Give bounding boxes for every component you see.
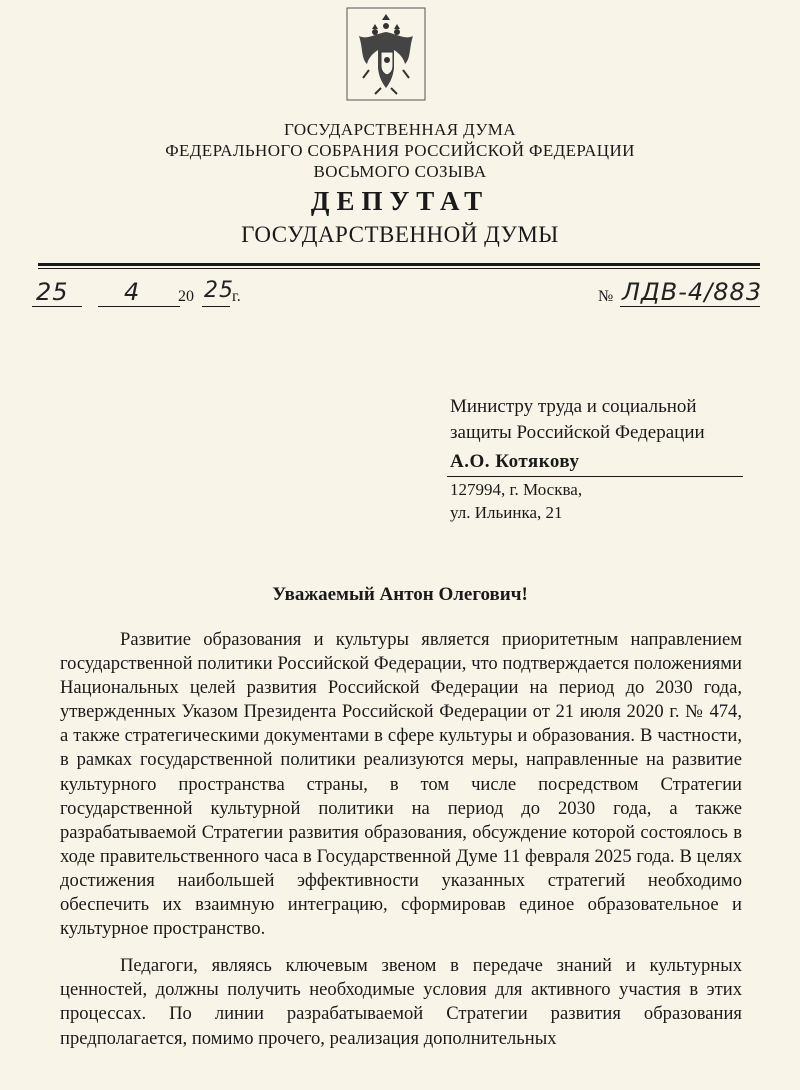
header-line-1: ГОСУДАРСТВЕННАЯ ДУМА (284, 120, 516, 139)
number-sign: № (598, 288, 614, 305)
deputy-title: ДЕПУТАТ (310, 186, 490, 216)
date-year-underline (202, 306, 230, 307)
address-line-2: ул. Ильинка, 21 (450, 503, 563, 522)
date-day-underline (32, 306, 82, 307)
header-line-2: ФЕДЕРАЛЬНОГО СОБРАНИЯ РОССИЙСКОЙ ФЕДЕРАЦИИ (165, 141, 635, 160)
number-value: ЛДВ-4/883 (622, 278, 763, 306)
date-year-prefix: 20 (178, 288, 194, 305)
addressee-line-1: Министру труда и социальной (450, 396, 697, 417)
date-month-underline (98, 306, 180, 307)
date-suffix: г. (232, 288, 241, 305)
paragraph-1: Развитие образования и культуры является приоритетным направлением государственной политики Российской Федерации, что подтверждается положениями Национальных целей развития Российской Федерации на период до 2030 года, утвержденных Указом Президента Российской Федерации от 21 июля 2020 г. № 474, а также стратегическими документами в сфере культуры и образования. В частности, в рамках государственной политики реализуются меры, направленные на развитие культурного пространства страны, в том числе посредством Стратегии государственной культурной политики на период до 2030 года, а также разрабатываемой Стратегии развития образования, обсуждение которой состоялось в ходе правительственного часа в Государственной Думе 11 февраля 2025 года. В целях достижения наибольшей эффективности указанных стратегий необходимо обеспечить их взаимную интеграцию, сформировав единое образовательное и культурное пространство. (60, 629, 742, 940)
addressee-block (450, 394, 750, 446)
addressee-rule (447, 476, 743, 477)
header-line-3: ВОСЬМОГО СОЗЫВА (313, 162, 487, 181)
date-day: 25 (36, 278, 69, 306)
document-number (598, 276, 768, 312)
address-line-1: 127994, г. Москва, (450, 480, 583, 499)
date-year-suffix: 25 (204, 278, 234, 303)
paragraph-2: Педагоги, являясь ключевым звеном в передаче знаний и культурных ценностей, должны получить необходимые условия для активного участия в этих процессах. По линии разрабатываемой Стратегии развития образования предполагается, помимо прочего, реализация дополнительных (60, 955, 742, 1049)
addressee-name: А.О. Котякову (450, 451, 580, 472)
header-rule-thin (38, 268, 760, 269)
number-underline (620, 306, 760, 307)
addressee-address (450, 478, 582, 524)
salutation: Уважаемый Антон Олегович! (272, 584, 528, 605)
letter-body (60, 628, 742, 1051)
addressee-line-2: защиты Российской Федерации (450, 422, 705, 443)
duma-title: ГОСУДАРСТВЕННОЙ ДУМЫ (241, 222, 559, 247)
coat-of-arms-icon (345, 6, 427, 102)
header-rule-thick (38, 263, 760, 266)
date-month: 4 (124, 278, 141, 306)
